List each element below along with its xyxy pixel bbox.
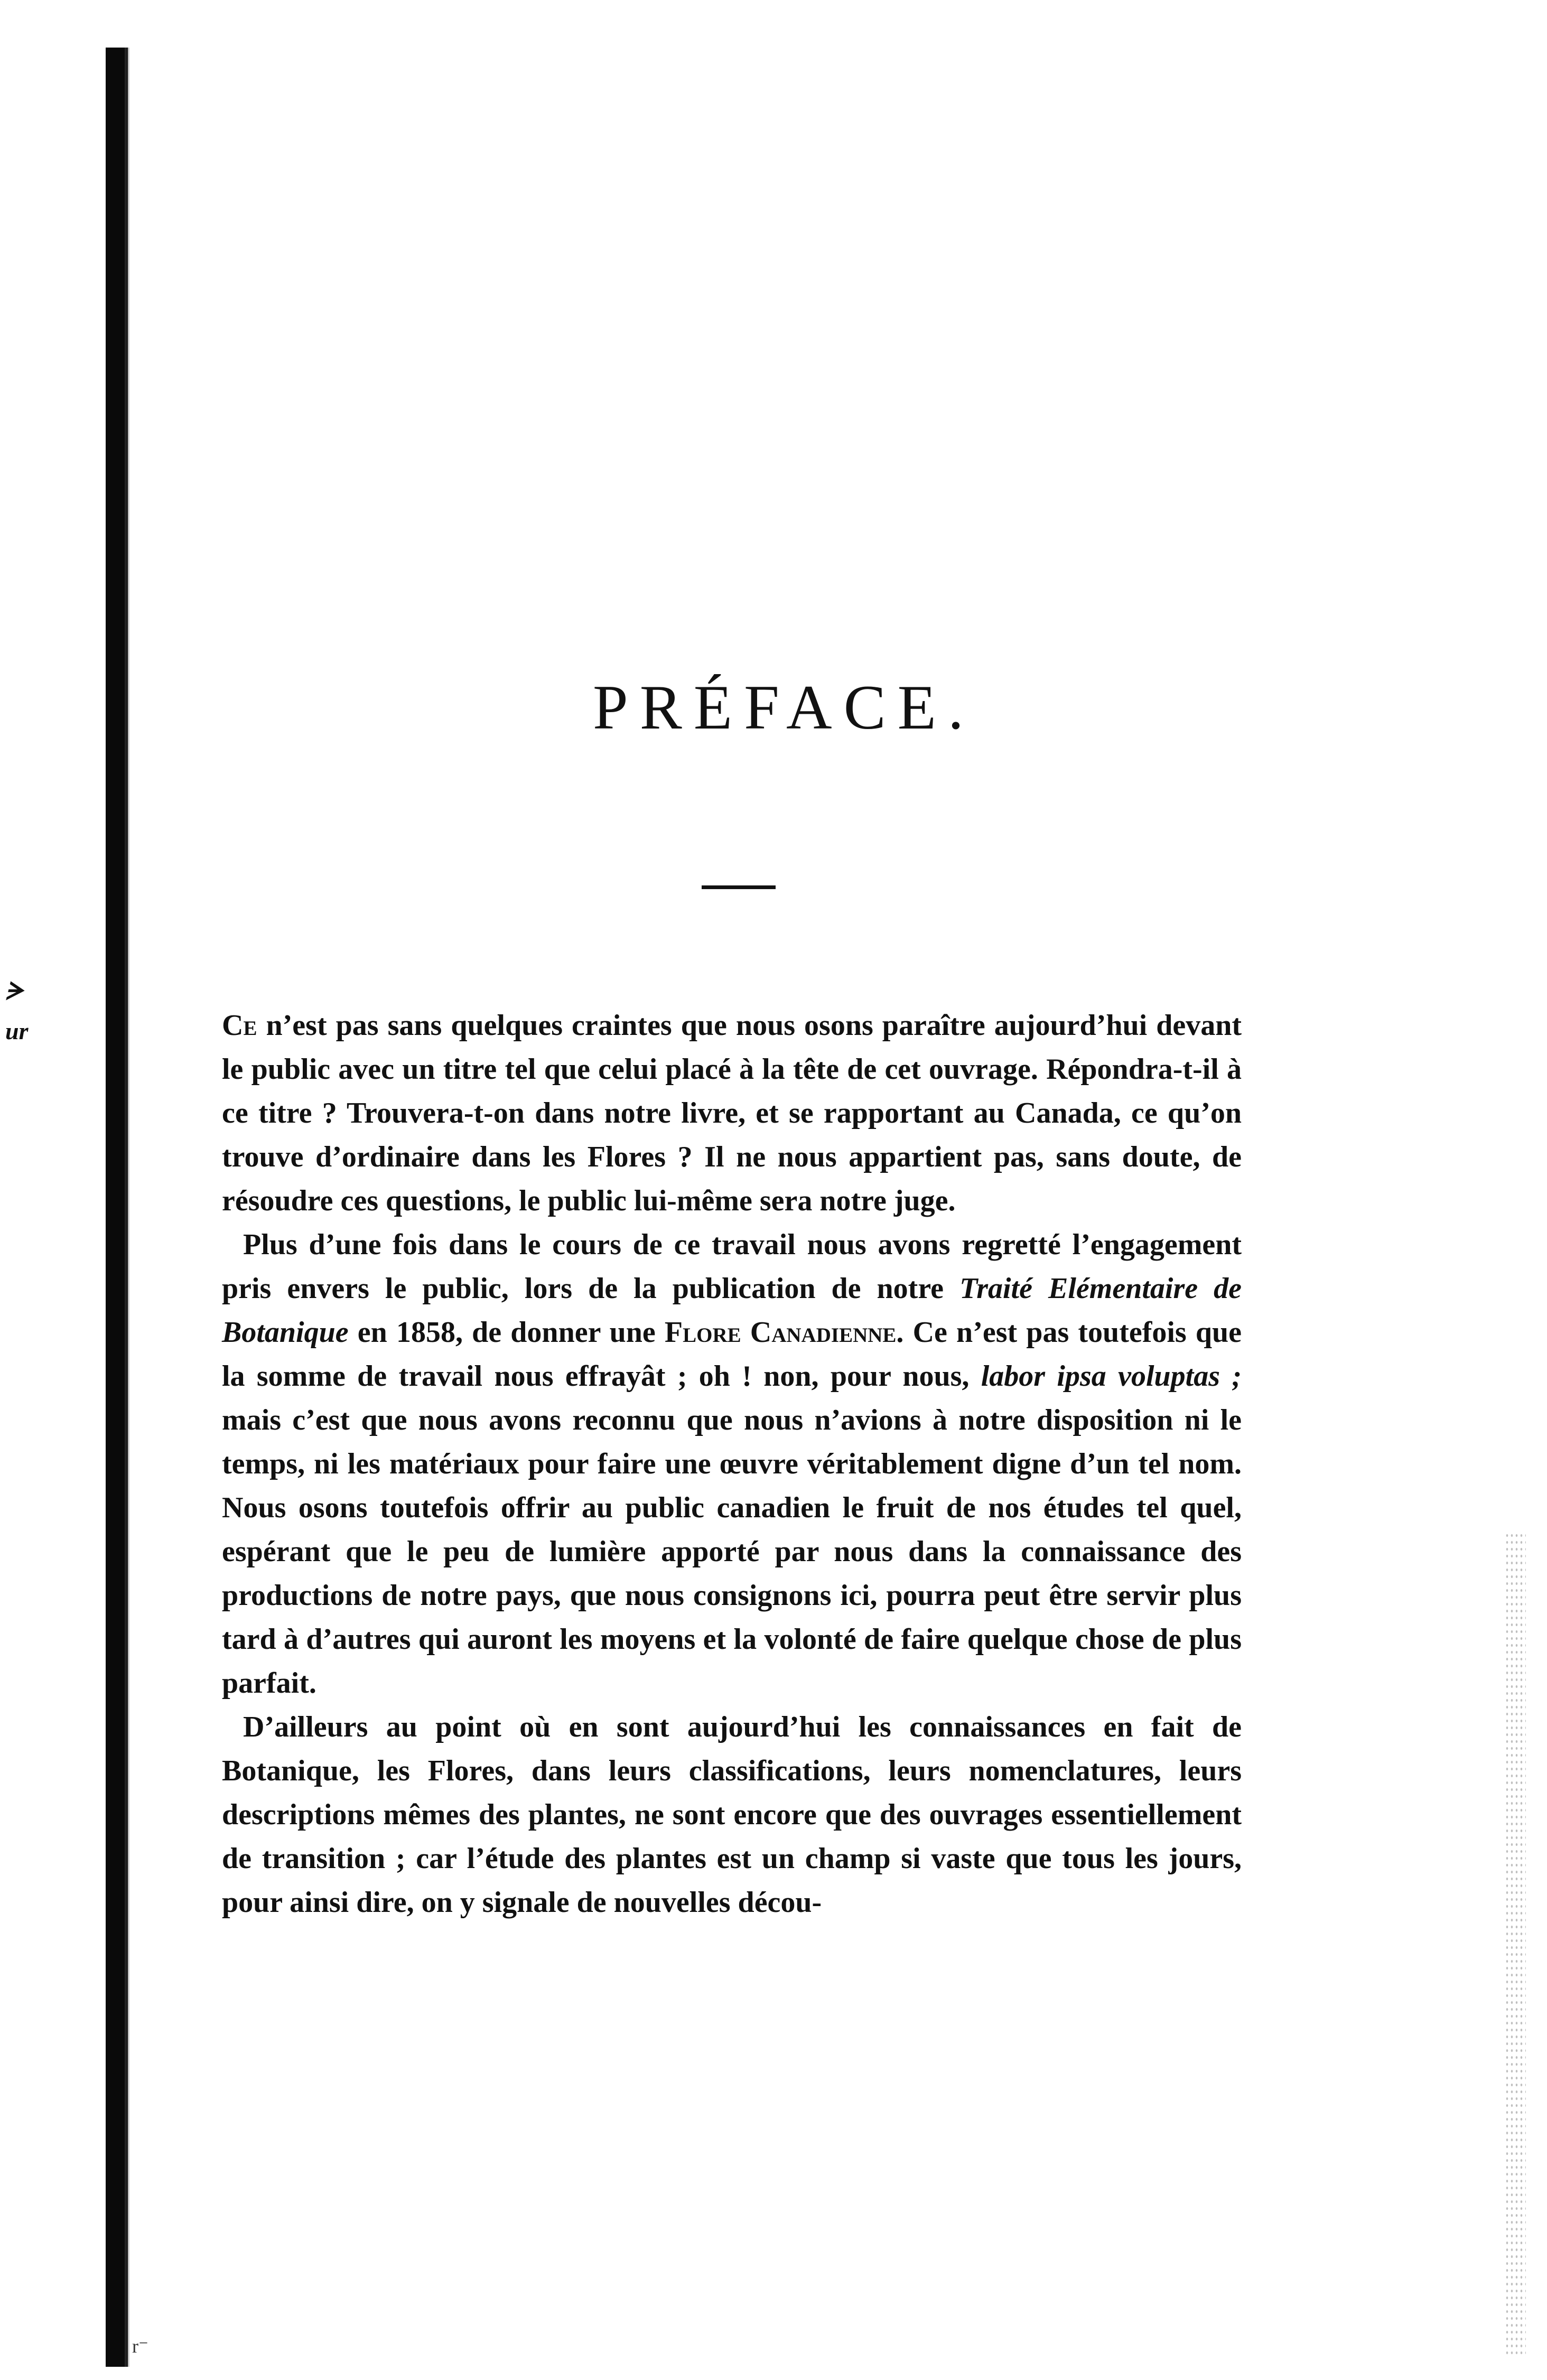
latin-phrase-italic: labor ipsa voluptas ;: [981, 1360, 1242, 1393]
margin-note-mark: ᗒ: [5, 978, 23, 1005]
margin-note-text: ur: [5, 1018, 29, 1044]
paragraph-3-text: D’ailleurs au point où en sont aujourd’hui les connaissances en fait de Botanique, les Flores, dans leurs classifications, leurs nomenclatures, leurs descriptions mêmes des plantes, ne sont encore que des ouvrages essentiellement de transition ; car l’étude des plantes est un champ si vaste que tous les jours, pour ainsi dire, on y signale de nouvelles décou-: [222, 1711, 1242, 1919]
paragraph-2-part-d: mais c’est que nous avons reconnu que nous n’avions à notre disposition ni le temps, ni les matériaux pour faire une œuvre véritablement digne d’un tel nom. Nous osons toutefois offrir au public canadien le fruit de nos études tel quel, espérant que le peu de lumière apporté par nous dans la connaissance des productions de notre pays, que nous consignons ici, pourra peut être servir plus tard à d’autres qui auront les moyens et la volonté de faire quelque chose de plus parfait.: [222, 1404, 1242, 1700]
paragraph-3: [222, 1705, 1242, 1925]
book-title-italic: Traité Elémentaire de Botanique: [222, 1272, 1242, 1349]
dropcap-word: Ce: [222, 1009, 257, 1042]
page-title: PRÉFACE.: [593, 672, 975, 742]
paragraph-2-part-c: . Ce n’est pas toutefois que la somme de travail nous effrayât ; oh ! non, pour nous,: [222, 1316, 1242, 1393]
paragraph-2-part-b: en 1858, de donner une: [348, 1316, 665, 1349]
footer-mark: r⁻: [132, 2336, 148, 2357]
paragraph-2-part-a: Plus d’une fois dans le cours de ce travail nous avons regretté l’engagement pris envers le public, lors de la publication de notre: [222, 1228, 1242, 1305]
paragraph-1: [222, 1004, 1242, 1223]
paragraph-2: [222, 1223, 1242, 1705]
binding-edge: [106, 48, 128, 2367]
paragraph-1-text: n’est pas sans quelques craintes que nous osons paraître aujourd’hui devant le public avec un titre tel que celui placé à la tête de cet ouvrage. Répondra-t-il à ce titre ? Trouvera-t-on dans notre livre, et se rapportant au Canada, ce qu’on trouve d’ordinaire dans les Flores ? Il ne nous appartient pas, sans doute, de résoudre ces questions, le public lui-même sera notre juge.: [222, 1009, 1242, 1217]
preface-body: [222, 1004, 1242, 1925]
title-rule: [702, 885, 776, 889]
flore-canadienne-smallcaps: Flore Canadienne: [664, 1316, 897, 1349]
scan-noise: [1505, 1532, 1526, 2356]
